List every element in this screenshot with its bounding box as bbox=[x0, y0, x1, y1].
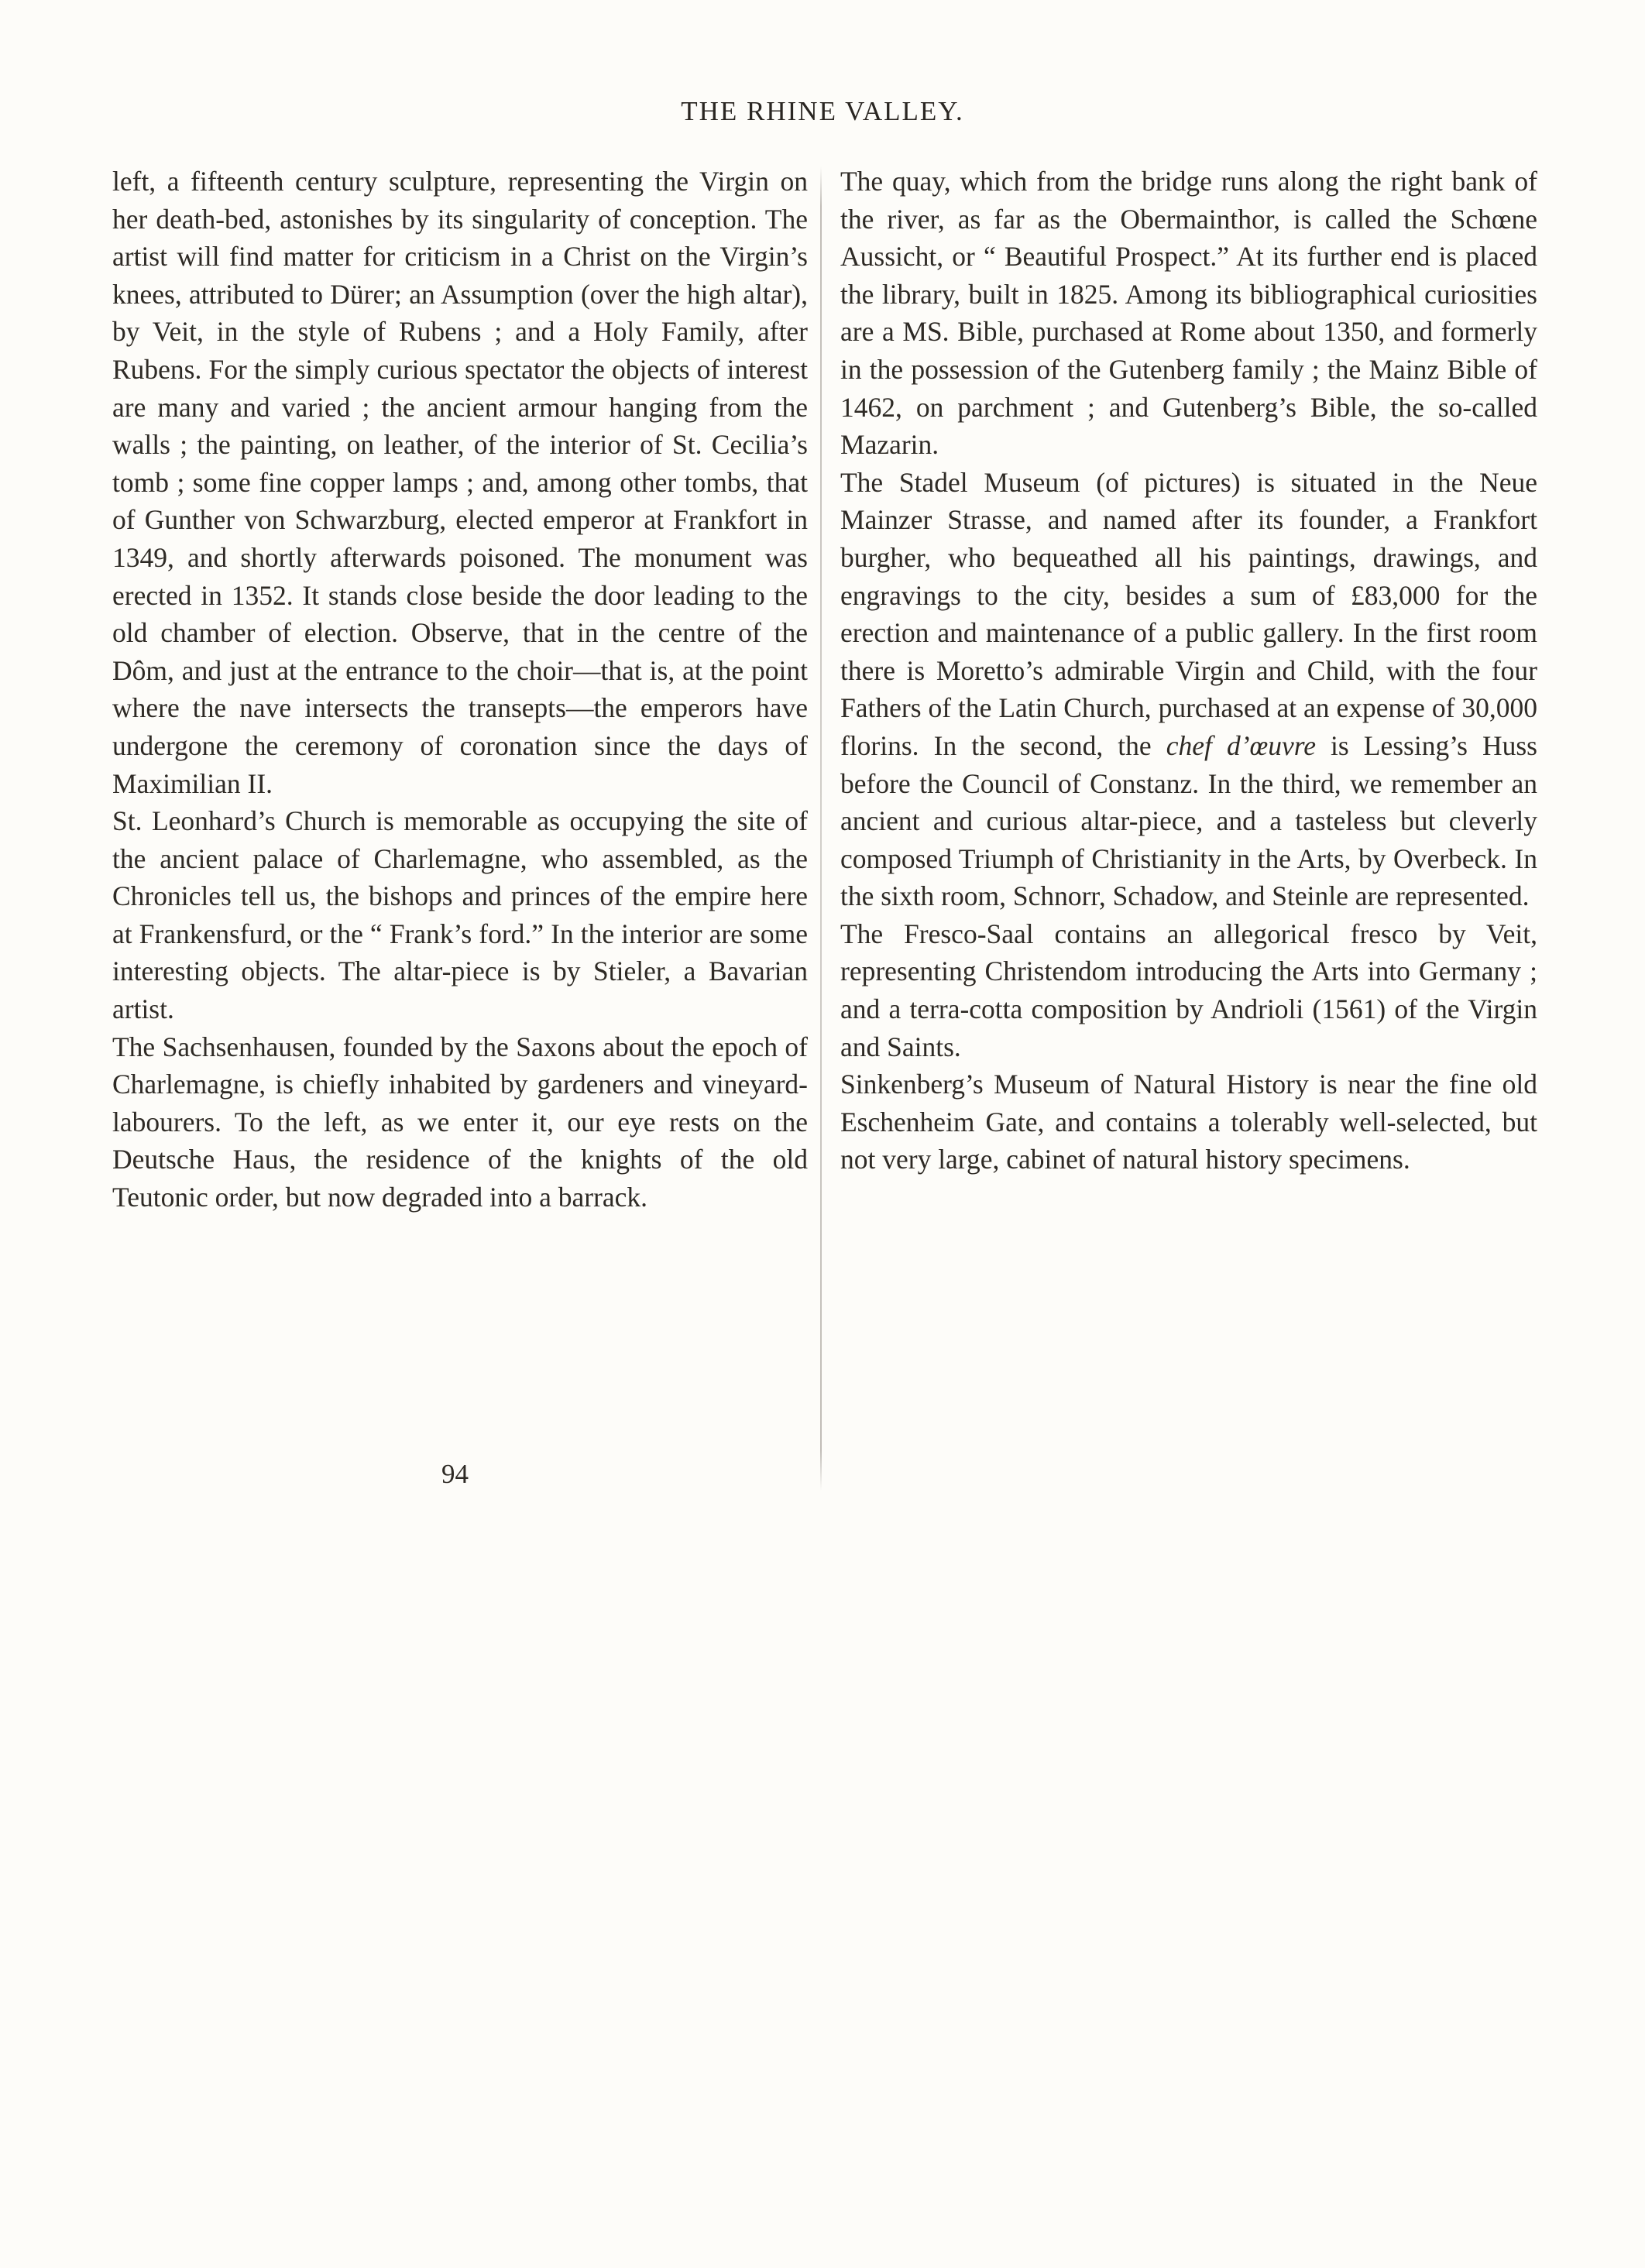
left-paragraph-3: The Sachsenhausen, founded by the Saxons about the epoch of Charlemagne, is chiefly inhabited by gardeners and vineyard-labourers. To the left, as we enter it, our eye rests on the Deutsche Haus, the residence of the knights of the old Teutonic order, but now degraded into a barrack. bbox=[112, 1031, 808, 1213]
right-paragraph-2-text-end: is Lessing’s Huss before the Council of Constanz. In the third, we remember an ancient and curious altar-piece, and a tasteless but cleverly composed Triumph of Christianity in the Arts, by Overbeck. In the sixth room, Schnorr, Schadow, and Steinle are represented. bbox=[840, 729, 1538, 912]
right-paragraph-1: The quay, which from the bridge runs along the right bank of the river, as far as the Obermainthor, is called the Schœne Aussicht, or “ Beautiful Prospect.” At its further end is placed the library, built in 1825. Among its bibliographical curiosities are a MS. Bible, purchased at Rome about 1350, and formerly in the possession of the Gutenberg family ; the Mainz Bible of 1462, on parchment ; and Gutenberg’s Bible, the so-called Mazarin. bbox=[840, 166, 1537, 461]
right-paragraph-3: The Fresco-Saal contains an allegorical fresco by Veit, representing Christendom introducing the Arts into Germany ; and a terra-cotta composition by Andrioli (1561) of the Virgin and Saints. bbox=[840, 918, 1537, 1062]
right-paragraph-2 bbox=[840, 464, 1537, 915]
left-paragraph-1: left, a fifteenth century sculpture, representing the Virgin on her death-bed, astonishes by its singularity of conception. The artist will find matter for criticism in a Christ on the Virgin’s knees, attributed to Dürer; an Assumption (over the high altar), by Veit, in the style of Rubens ; and a Holy Family, after Rubens. For the simply curious spectator the objects of interest are many and varied ; the ancient armour hanging from the walls ; the painting, on leather, of the interior of St. Cecilia’s tomb ; some fine copper lamps ; and, among other tombs, that of Gunther von Schwarzburg, elected emperor at Frankfort in 1349, and shortly afterwards poisoned. The monument was erected in 1352. It stands close beside the door leading to the old chamber of election. Observe, that in the centre of the Dôm, and just at the entrance to the choir—that is, at the point where the nave intersects the transepts—the emperors have undergone the ceremony of coronation since the days of Maximilian II. bbox=[112, 166, 808, 799]
running-head-title: THE RHINE VALLEY. bbox=[681, 96, 964, 126]
right-paragraph-2-text-start: The Stadel Museum (of pictures) is situated in the Neue Mainzer Strasse, and named after its founder, a Frankfort burgher, who bequeathed all his paintings, drawings, and engravings to the city, besides a sum of £83,000 for the erection and maintenance of a public gallery. In the first room there is Moretto’s admirable Virgin and Child, with the four Fathers of the Latin Church, purchased at an expense of 30,000 florins. In the second, the bbox=[840, 466, 1537, 761]
column-divider-rule bbox=[820, 166, 822, 1491]
right-text-column bbox=[840, 163, 1537, 1179]
left-text-column bbox=[112, 163, 808, 1216]
right-paragraph-4: Sinkenberg’s Museum of Natural History is near the fine old Eschenheim Gate, and contains a tolerably well-selected, but not very large, cabinet of natural history specimens. bbox=[840, 1069, 1537, 1175]
page-number: 94 bbox=[441, 1459, 469, 1489]
left-paragraph-2: St. Leonhard’s Church is memorable as occupying the site of the ancient palace of Charlemagne, who assembled, as the Chronicles tell us, the bishops and princes of the empire here at Frankensfurd, or the “ Frank’s ford.” In the interior are some interesting objects. The altar-piece is by Stieler, a Bavarian artist. bbox=[112, 805, 808, 1025]
chef-doeuvre-italic: chef d’œuvre bbox=[1166, 729, 1316, 761]
